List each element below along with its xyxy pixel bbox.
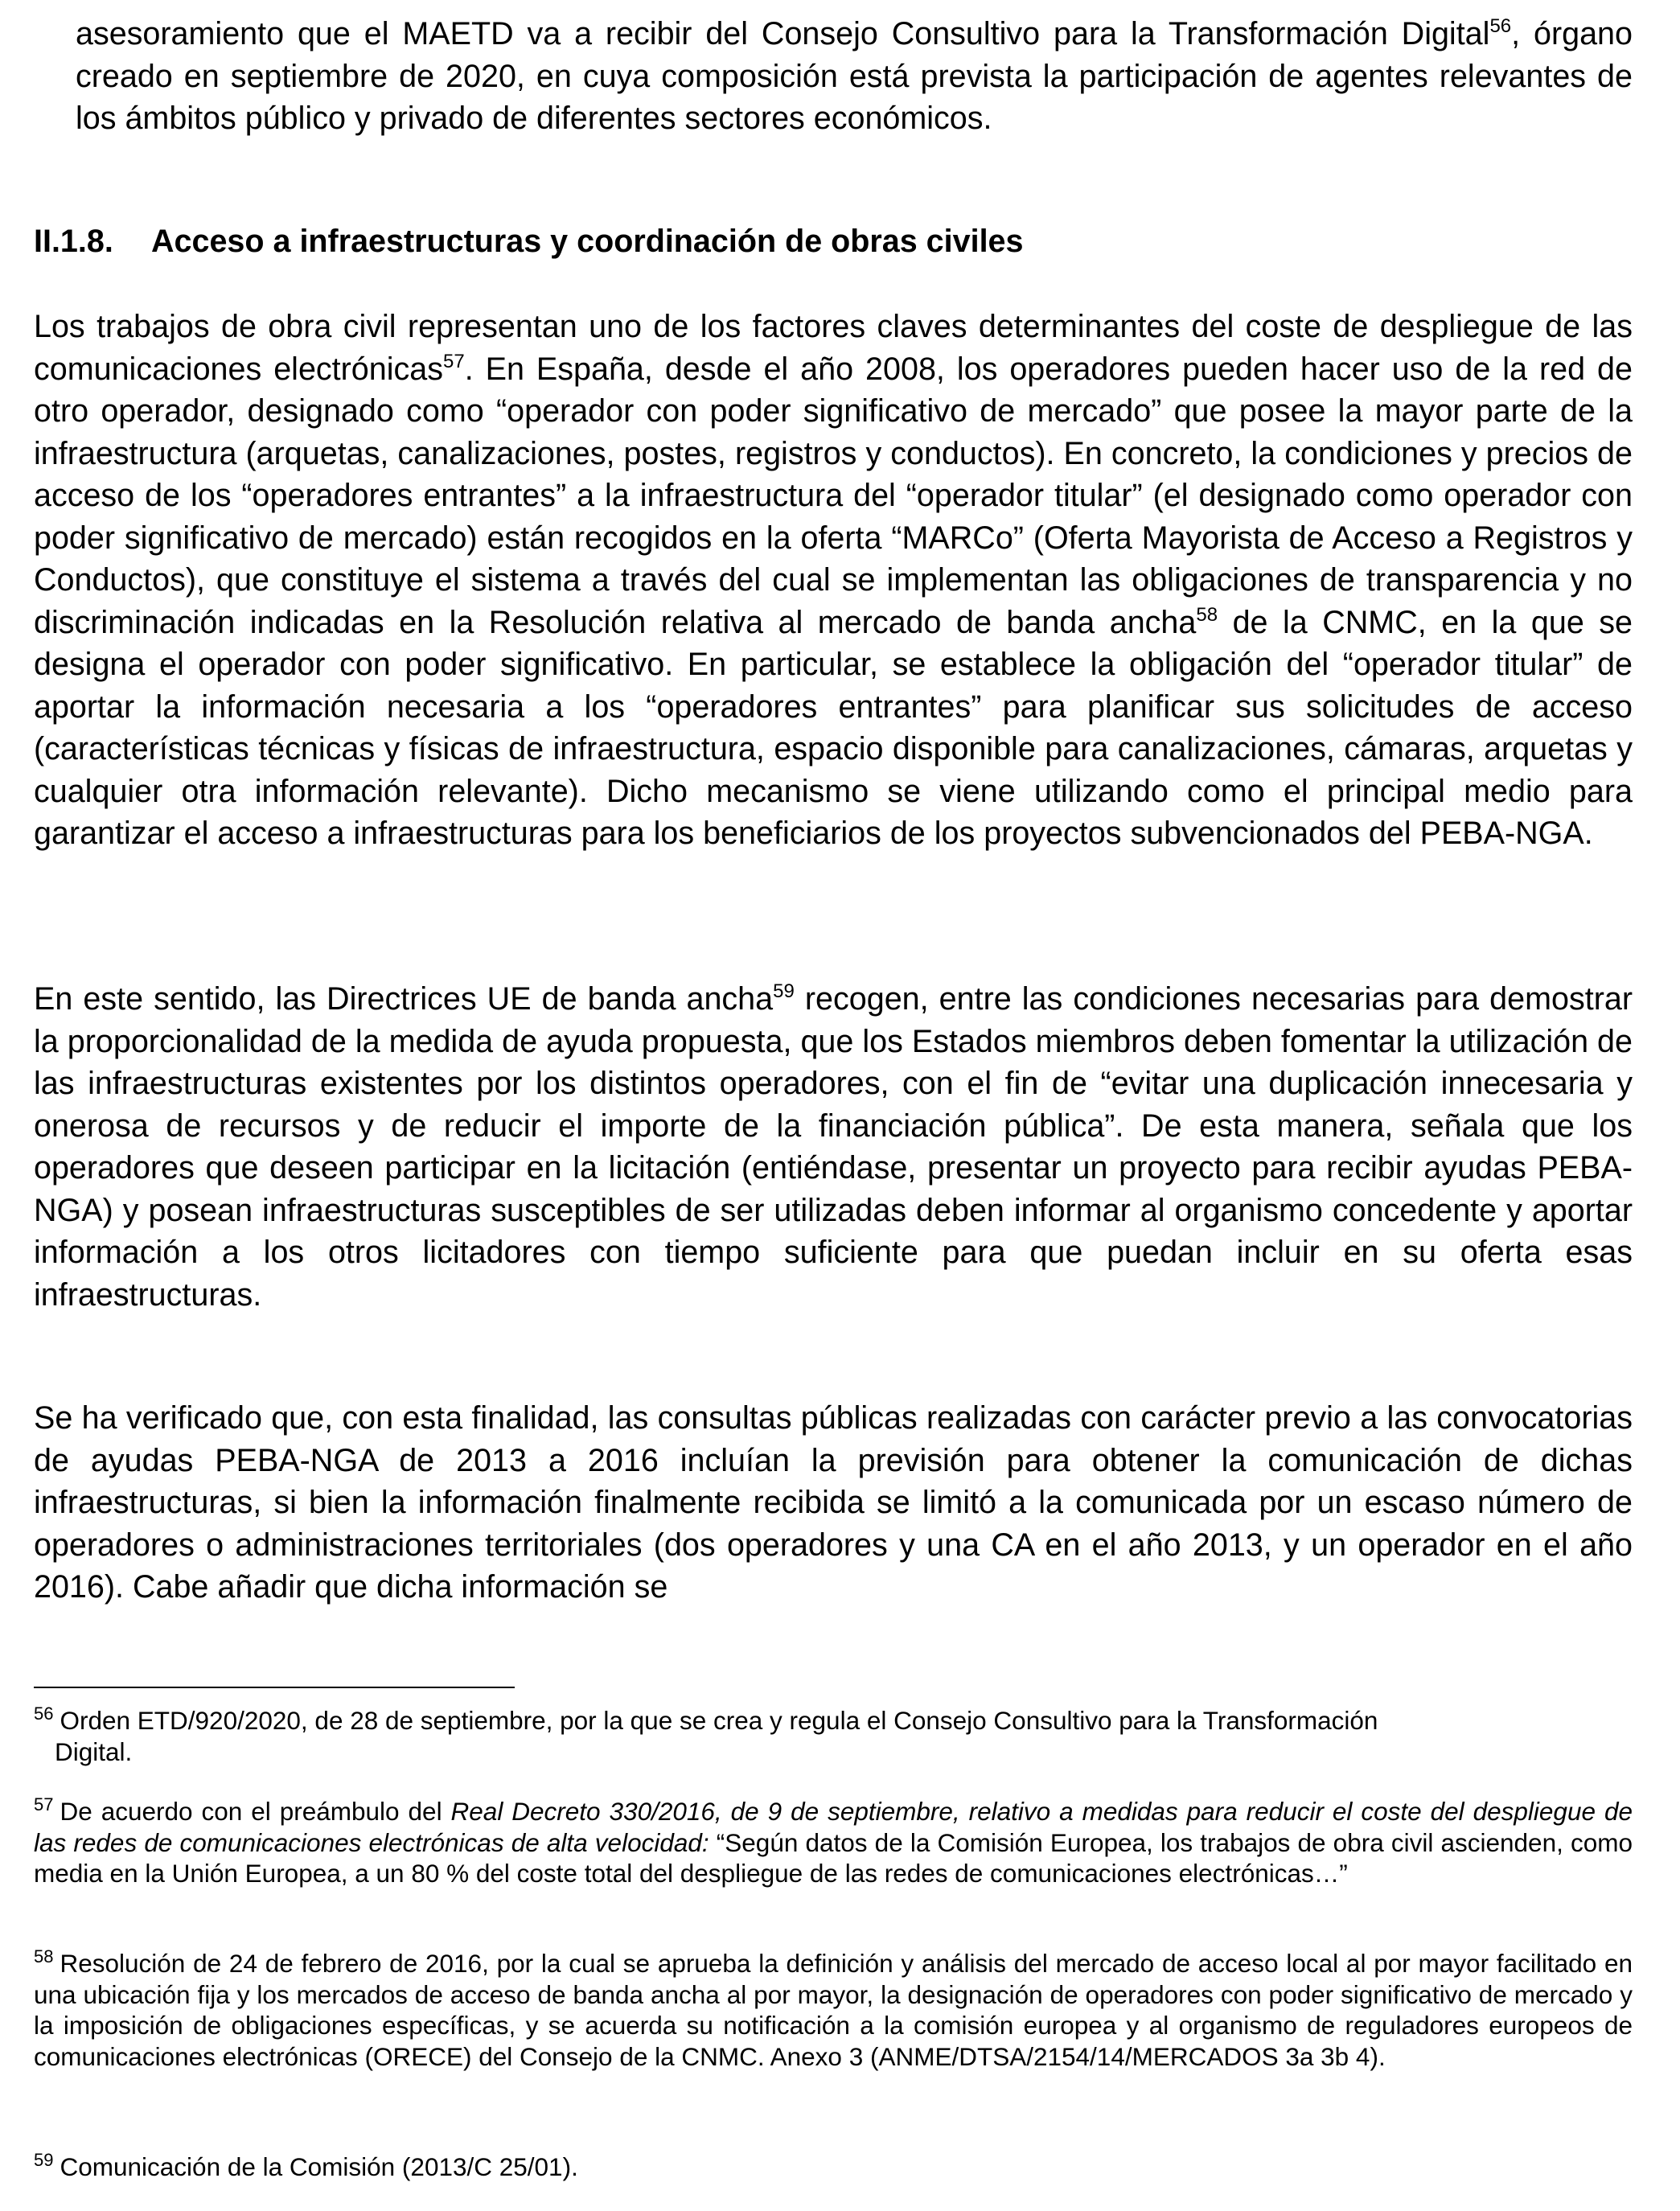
- paragraph-text: . En España, desde el año 2008, los operadores pueden hacer uso de la red de otro operador, designado como “operador con poder significativo de mercado” que posee la mayor parte de la infraestructura (arquetas, canalizaciones, postes, registros y conductos). En concreto, la condiciones y precios de acceso de los “operadores entrantes” a la infraestructura del “operador titular” (el designado como operador con poder significativo de mercado) están recogidos en la oferta “MARCo” (Oferta Mayorista de Acceso a Registros y Conductos), que constituye el sistema a través del cual se implementan las obligaciones de transparencia y no discriminación indicadas en la Resolución relativa al mercado de banda ancha: [34, 351, 1633, 640]
- footnote-text: Orden ETD/920/2020, de 28 de septiembre, por la que se crea y regula el Consejo Consultivo para la Transformación: [60, 1706, 1378, 1735]
- footnote-text: Digital.: [55, 1736, 133, 1766]
- footnote-ref-59[interactable]: 59: [773, 980, 795, 1002]
- footnote-mark: 56: [34, 1703, 54, 1724]
- footnote-58: [34, 1948, 1633, 2072]
- footnote-text: Comunicación de la Comisión (2013/C 25/01).: [60, 2152, 578, 2181]
- section-title: Acceso a infraestructuras y coordinación de obras civiles: [151, 224, 1024, 259]
- paragraph-text: asesoramiento que el MAETD va a recibir del Consejo Consultivo para la Transformación Digital: [76, 16, 1490, 51]
- footnote-separator: [34, 1687, 515, 1688]
- footnote-mark: 58: [34, 1946, 54, 1966]
- paragraph-text: de la CNMC, en la que se designa el operador con poder significativo. En particular, se establece la obligación del “operador titular” de aportar la información necesaria a los “operadores entrantes” para planificar sus solicitudes de acceso (características técnicas y físicas de infraestructura, espacio disponible para canalizaciones, cámaras, arquetas y cualquier otra información relevante). Dicho mecanismo se viene utilizando como el principal medio para garantizar el acceso a infraestructuras para los beneficiarios de los proyectos subvencionados del PEBA-NGA.: [34, 604, 1633, 851]
- paragraph-1: [34, 306, 1633, 855]
- footnote-mark: 59: [34, 2150, 54, 2170]
- continued-paragraph: [76, 13, 1633, 140]
- section-number: II.1.8.: [34, 224, 113, 259]
- paragraph-text: , órgano creado en septiembre de 2020, en cuya composición está prevista la participación de agentes relevantes de los ámbitos público y privado de diferentes sectores económicos.: [76, 16, 1633, 136]
- footnote-ref-56[interactable]: 56: [1489, 15, 1512, 37]
- footnote-57: [34, 1796, 1633, 1889]
- footnote-text: “Según datos de la Comisión Europea, los trabajos de obra civil ascienden, como media en la Unión Europea, a un 80 % del coste total del despliegue de las redes de comunicaciones electrónicas…”: [34, 1827, 1633, 1888]
- paragraph-2: [34, 978, 1633, 1316]
- section-heading: [34, 220, 1633, 262]
- footnote-ref-57[interactable]: 57: [442, 350, 465, 372]
- footnote-ref-58[interactable]: 58: [1196, 603, 1218, 626]
- footnote-59: [34, 2151, 1633, 2183]
- footnote-56: [34, 1705, 1633, 1767]
- paragraph-text: Los trabajos de obra civil representan uno de los factores claves determinantes del coste de despliegue de las comunicaciones electrónicas: [34, 309, 1633, 387]
- footnote-text: Resolución de 24 de febrero de 2016, por la cual se aprueba la definición y análisis del mercado de acceso local al por mayor facilitado en una ubicación fija y los mercados de acceso de banda ancha al por mayor, la designación de operadores con poder significativo de mercado y la imposición de obligaciones específicas, y se acuerda su notificación a la comisión europea y al organismo de reguladores europeos de comunicaciones electrónicas (ORECE) del Consejo de la CNMC. Anexo 3 (ANME/DTSA/2154/14/MERCADOS 3a 3b 4).: [34, 1949, 1633, 2071]
- footnote-italic-text: Real Decreto 330/2016, de 9 de septiembre, relativo a medidas para reducir el coste del despliegue de las redes de comunicaciones electrónicas de alta velocidad:: [34, 1797, 1633, 1857]
- footnote-mark: 57: [34, 1794, 54, 1814]
- paragraph-text: En este sentido, las Directrices UE de banda ancha: [34, 981, 774, 1017]
- paragraph-3: Se ha verificado que, con esta finalidad, las consultas públicas realizadas con carácter previo a las convocatorias de ayudas PEBA-NGA de 2013 a 2016 incluían la previsión para obtener la comunicación de dichas infraestructuras, si bien la información finalmente recibida se limitó a la comunicada por un escaso número de operadores o administraciones territoriales (dos operadores y una CA en el año 2013, y un operador en el año 2016). Cabe añadir que dicha información se: [34, 1400, 1633, 1605]
- paragraph-text: recogen, entre las condiciones necesarias para demostrar la proporcionalidad de la medida de ayuda propuesta, que los Estados miembros deben fomentar la utilización de las infraestructuras existentes por los distintos operadores, con el fin de “evitar una duplicación innecesaria y onerosa de recursos y de reducir el importe de la financiación pública”. De esta manera, señala que los operadores que deseen participar en la licitación (entiéndase, presentar un proyecto para recibir ayudas PEBA-NGA) y posean infraestructuras susceptibles de ser utilizadas deben informar al organismo concedente y aportar información a los otros licitadores con tiempo suficiente para que puedan incluir en su oferta esas infraestructuras.: [34, 981, 1633, 1313]
- footnote-text: De acuerdo con el preámbulo del: [60, 1797, 451, 1826]
